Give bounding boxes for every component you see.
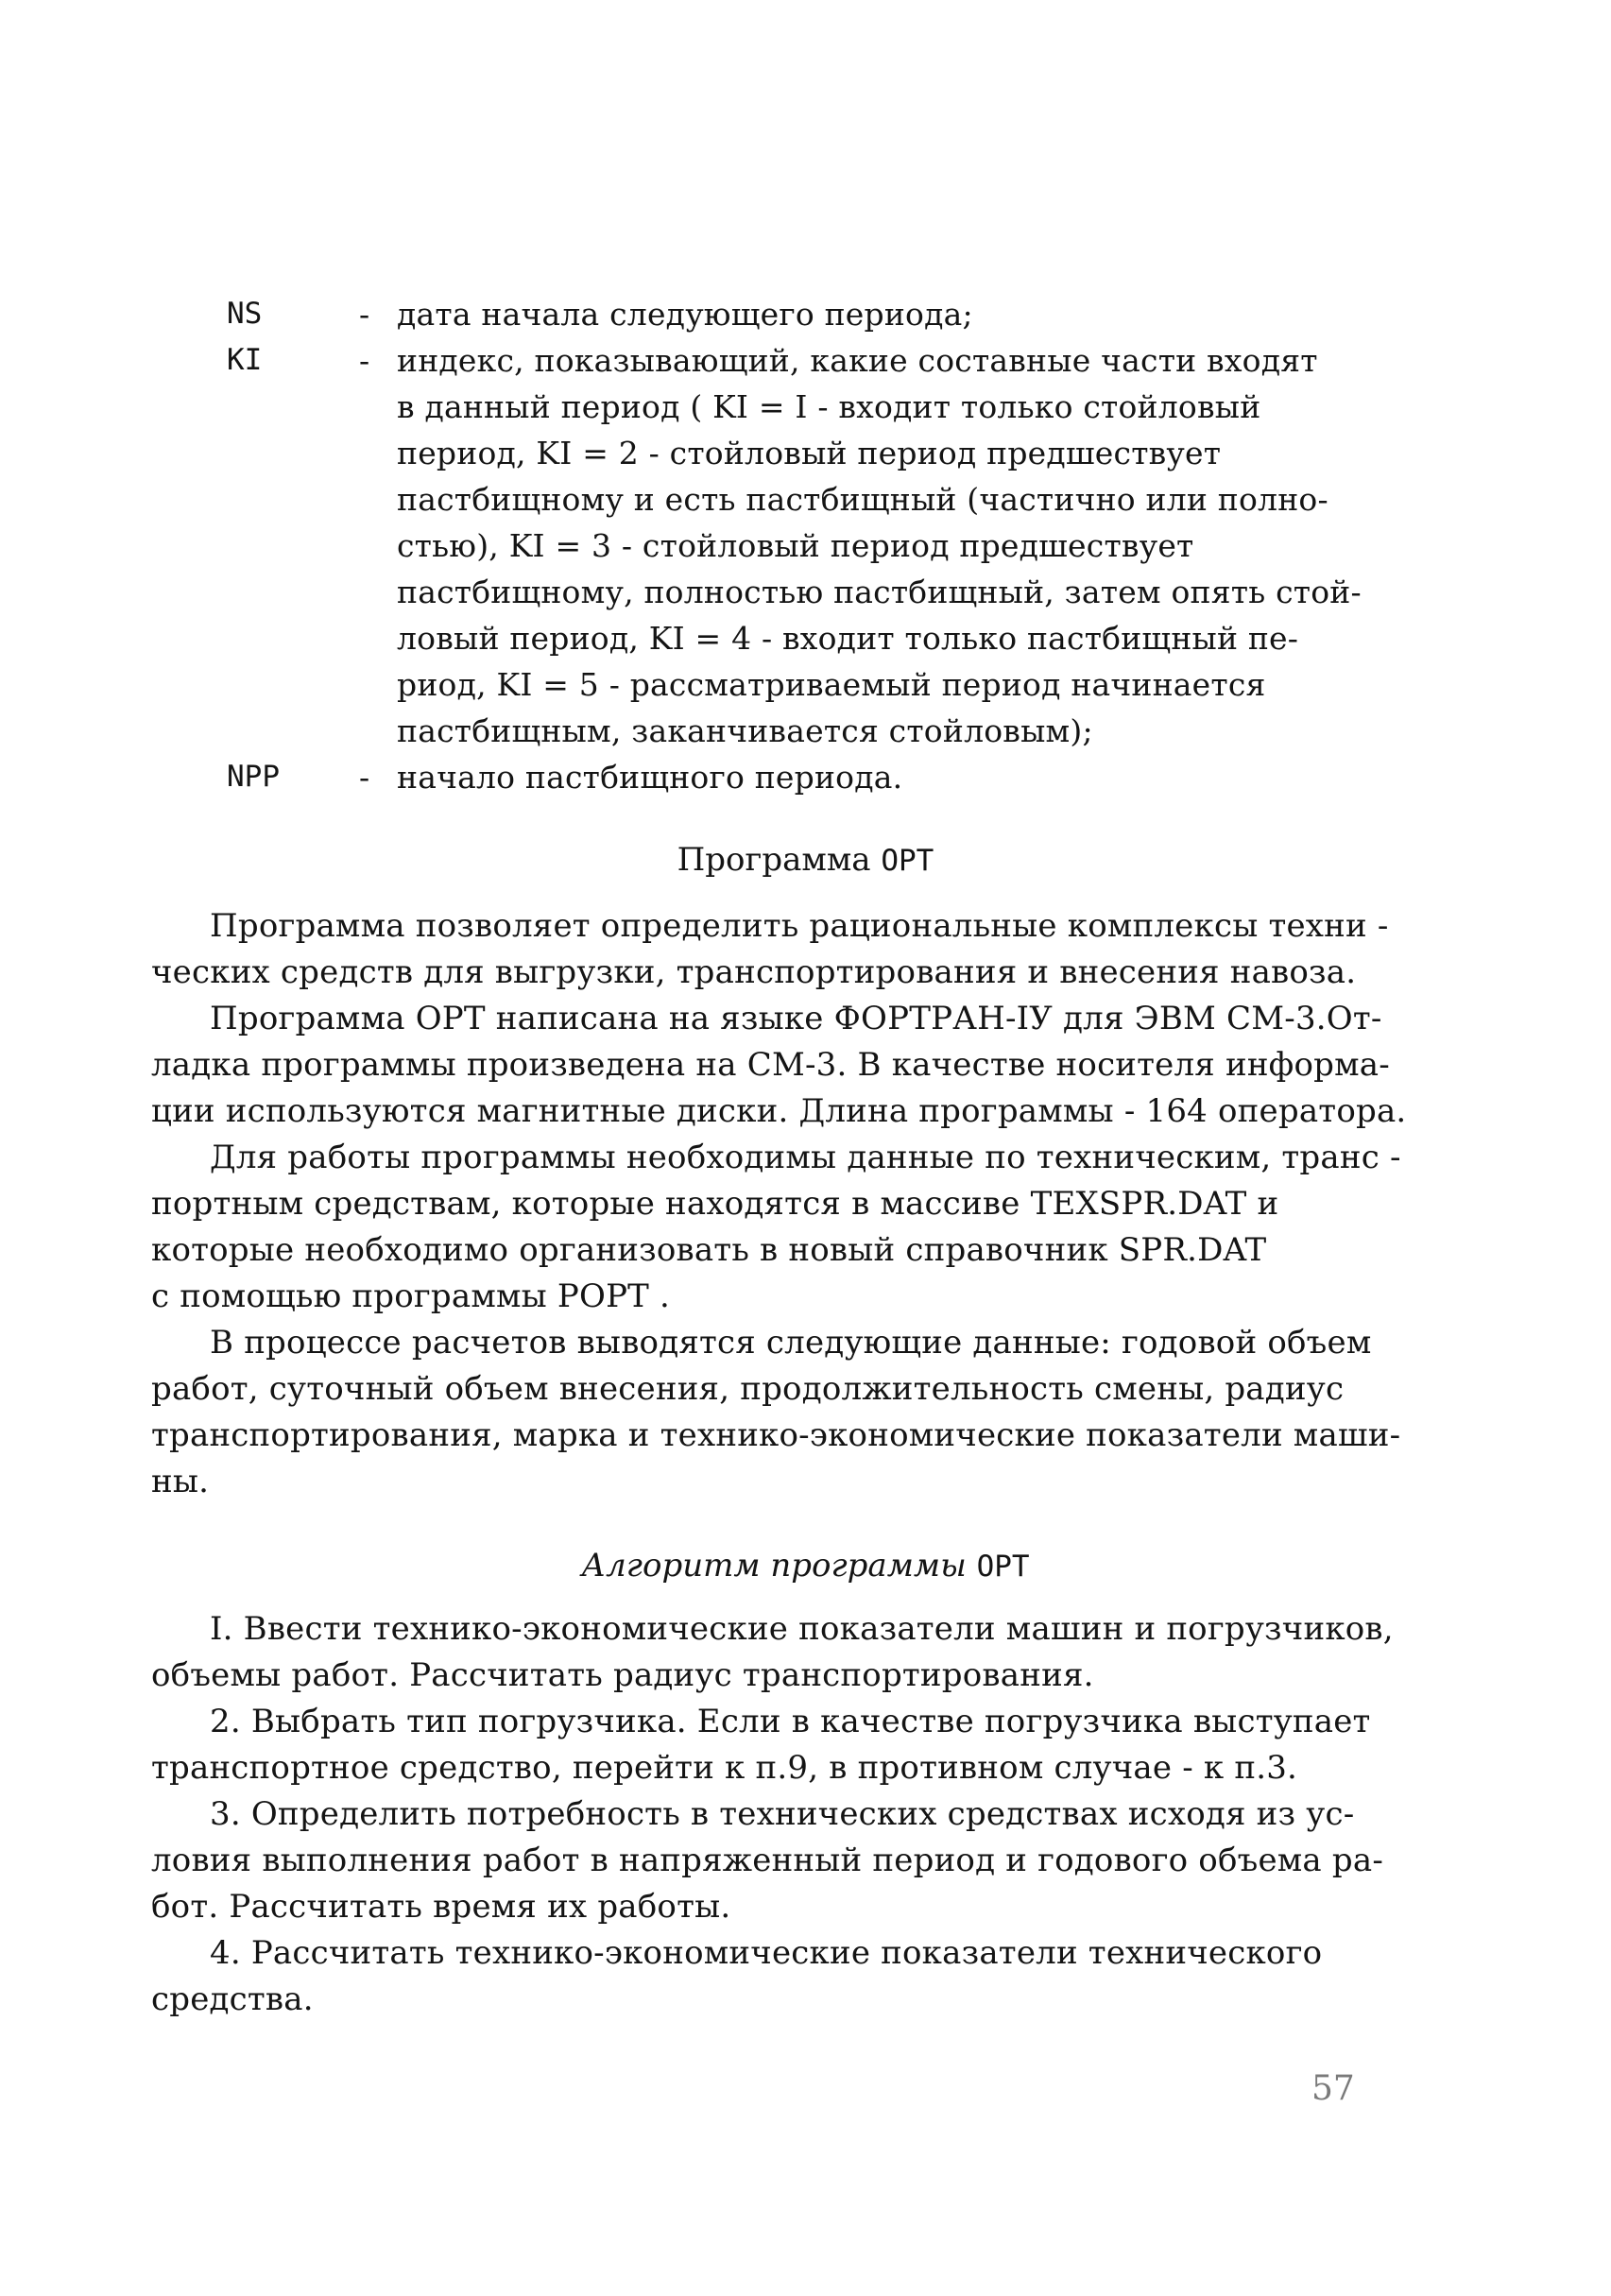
step-line: 3. Определить потребность в технических средствах исходя из ус- [210, 1795, 1355, 1833]
paragraph-line: с помощью программы POPT . [151, 1277, 671, 1315]
paragraph-line: транспортирования, марка и технико-экономические показатели маши- [151, 1416, 1401, 1454]
definition-line: начало пастбищного периода. [397, 759, 903, 796]
heading-code: OPT [976, 1550, 1030, 1584]
variable-glossary [227, 291, 1389, 800]
definition-line: стью), KI = 3 - стойловый период предшествует [397, 527, 1194, 564]
paragraph-line: портным средствам, которые находятся в массиве TEXSPR.DAT и [151, 1185, 1279, 1223]
step-line: 2. Выбрать тип погрузчика. Если в качестве погрузчика выступает [210, 1703, 1371, 1740]
glossary-definition [397, 291, 1389, 337]
heading-text: Алгоритм программы [581, 1547, 967, 1585]
step-line: средства. [151, 1980, 314, 2018]
definition-line: пастбищному и есть пастбищный (частично или полно- [397, 481, 1328, 518]
section-heading-algorithm [0, 1547, 1611, 1585]
definition-line: пастбищным, заканчивается стойловым); [397, 712, 1093, 749]
step-line: объемы работ. Рассчитать радиус транспортирования. [151, 1656, 1094, 1694]
paragraph-line: которые необходимо организовать в новый справочник SPR.DAT [151, 1231, 1267, 1269]
program-description [151, 903, 1407, 1505]
glossary-dash: - [359, 296, 370, 333]
glossary-term: KI [227, 343, 263, 377]
glossary-term: NS [227, 297, 263, 331]
glossary-dash: - [359, 759, 370, 796]
step-line: I. Ввести технико-экономические показатели машин и погрузчиков, [210, 1610, 1394, 1648]
definition-line: период, KI = 2 - стойловый период предшествует [397, 435, 1222, 471]
glossary-definition [397, 337, 1389, 754]
section-heading-program [0, 841, 1611, 879]
page-number: 57 [1311, 2069, 1355, 2108]
paragraph-line: ны. [151, 1463, 210, 1500]
paragraph-line: В процессе расчетов выводятся следующие данные: годовой объем [210, 1324, 1372, 1362]
glossary-definition [397, 754, 1389, 800]
algorithm-steps [151, 1606, 1394, 2023]
step-line: 4. Рассчитать технико-экономические показатели технического [210, 1934, 1323, 1972]
paragraph-line: Для работы программы необходимы данные по техническим, транс - [210, 1139, 1401, 1176]
paragraph-line: ческих средств для выгрузки, транспортирования и внесения навоза. [151, 953, 1357, 991]
step-line: ловия выполнения работ в напряженный период и годового объема ра- [151, 1842, 1384, 1879]
paragraph-line: Программа позволяет определить рациональные комплексы техни - [210, 907, 1389, 945]
paragraph-line: Программа OPT написана на языке ФОРТРАН-IУ для ЭВМ СМ-3.От- [210, 1000, 1382, 1037]
step-line: транспортное средство, перейти к п.9, в противном случае - к п.3. [151, 1749, 1298, 1787]
definition-line: риод, KI = 5 - рассматриваемый период начинается [397, 666, 1266, 703]
glossary-entry-ki [227, 337, 1389, 754]
heading-text: Программа [677, 841, 871, 879]
paragraph-line: ции используются магнитные диски. Длина программы - 164 оператора. [151, 1092, 1407, 1130]
paragraph-line: ладка программы произведена на СМ-3. В качестве носителя информа- [151, 1046, 1390, 1084]
definition-line: в данный период ( KI = I - входит только стойловый [397, 388, 1261, 425]
paragraph-line: работ, суточный объем внесения, продолжительность смены, радиус [151, 1370, 1345, 1408]
definition-line: дата начала следующего периода; [397, 296, 973, 333]
definition-line: индекс, показывающий, какие составные части входят [397, 342, 1318, 379]
glossary-entry-ns [227, 291, 1389, 337]
heading-code: OPT [881, 844, 934, 878]
glossary-term: NPP [227, 760, 280, 794]
definition-line: ловый период, KI = 4 - входит только пастбищный пе- [397, 620, 1299, 657]
step-line: бот. Рассчитать время их работы. [151, 1888, 731, 1926]
definition-line: пастбищному, полностью пастбищный, затем опять стой- [397, 574, 1362, 610]
glossary-entry-npp [227, 754, 1389, 800]
glossary-dash: - [359, 342, 370, 379]
